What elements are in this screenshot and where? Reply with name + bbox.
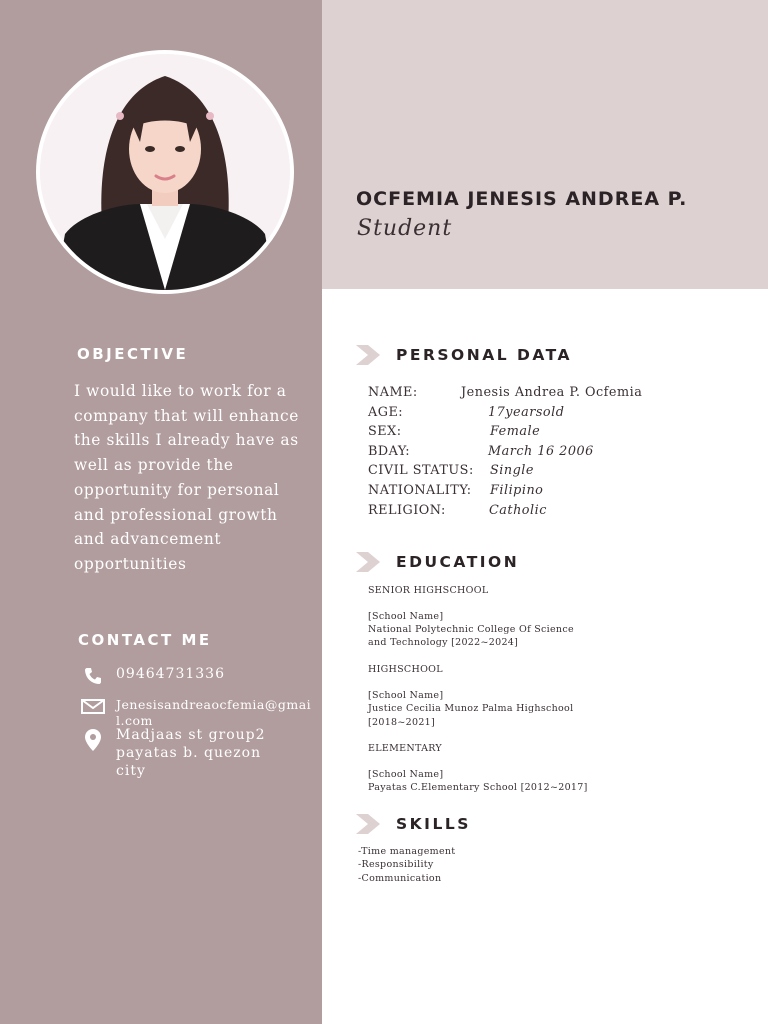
skill-item: -Responsibility [358,859,434,871]
pd-label: NAME: [368,385,418,400]
contact-address-row [78,726,266,780]
pd-label: AGE: [368,404,404,420]
pd-value: March 16 2006 [488,443,594,459]
skill-item: -Communication [358,872,442,884]
pd-value: Single [490,463,534,479]
education-line: Justice Cecilia Munoz Palma Highschool [368,703,574,715]
pd-label: RELIGION: [368,502,446,518]
resume-name: OCFEMIA JENESIS ANDREA P. [356,188,688,210]
contact-email: Jenesisandreaocfemia@gmail.com [116,697,312,728]
pd-value: Jenesis Andrea P. Ocfemia [461,385,643,400]
skills-heading: SKILLS [396,815,471,833]
education-header [356,552,519,572]
skills-list [358,845,455,885]
pd-label: CIVIL STATUS: [368,463,474,479]
header-band [322,0,768,289]
chevron-right-icon [356,814,381,834]
education-level: HIGHSCHOOL [368,664,443,676]
education-entry [368,584,588,650]
personal-data-header [356,345,572,365]
pd-value: Female [490,424,541,440]
education-list [368,584,588,808]
profile-photo-image [40,54,290,290]
pd-label: NATIONALITY: [368,482,472,498]
objective-heading: OBJECTIVE [77,345,189,363]
chevron-right-icon [356,345,381,365]
skills-header [356,814,471,834]
profile-photo [36,50,294,294]
education-entry [368,742,588,794]
education-line: National Polytechnic College Of Science [368,624,574,636]
contact-phone: 09464731336 [116,666,225,682]
objective-text: I would like to work for a company that will enhance the skills I already have as well as provide the opportunity for personal and professional growth and advancement opportunities [74,382,299,573]
pd-value: Filipino [490,482,544,498]
mail-icon [78,697,108,729]
pd-label: BDAY: [368,443,411,459]
chevron-right-icon [356,552,381,572]
education-line: [School Name] [368,769,444,781]
contact-address: Madjaas st group2 payatas b. quezon city [116,727,266,779]
resume-title: Student [357,216,453,241]
contact-email-row [78,697,312,729]
education-line: [2018~2021] [368,716,436,728]
education-heading: EDUCATION [396,553,520,571]
education-entry [368,663,588,729]
personal-data-heading: PERSONAL DATA [396,346,572,364]
pd-label: SEX: [368,424,402,440]
pd-value: 17yearsold [488,404,565,420]
education-level: SENIOR HIGHSCHOOL [368,585,489,596]
education-line: and Technology [2022~2024] [368,637,519,649]
location-pin-icon [78,726,108,780]
pd-value: Catholic [489,502,547,518]
education-level: ELEMENTARY [368,743,442,755]
contact-phone-row [78,665,312,685]
contact-heading: CONTACT ME [78,631,212,649]
skill-item: -Time management [358,846,456,857]
education-line: [School Name] [368,611,444,622]
education-line: [School Name] [368,690,444,702]
education-line: Payatas C.Elementary School [2012~2017] [368,782,588,794]
phone-icon [78,665,108,685]
